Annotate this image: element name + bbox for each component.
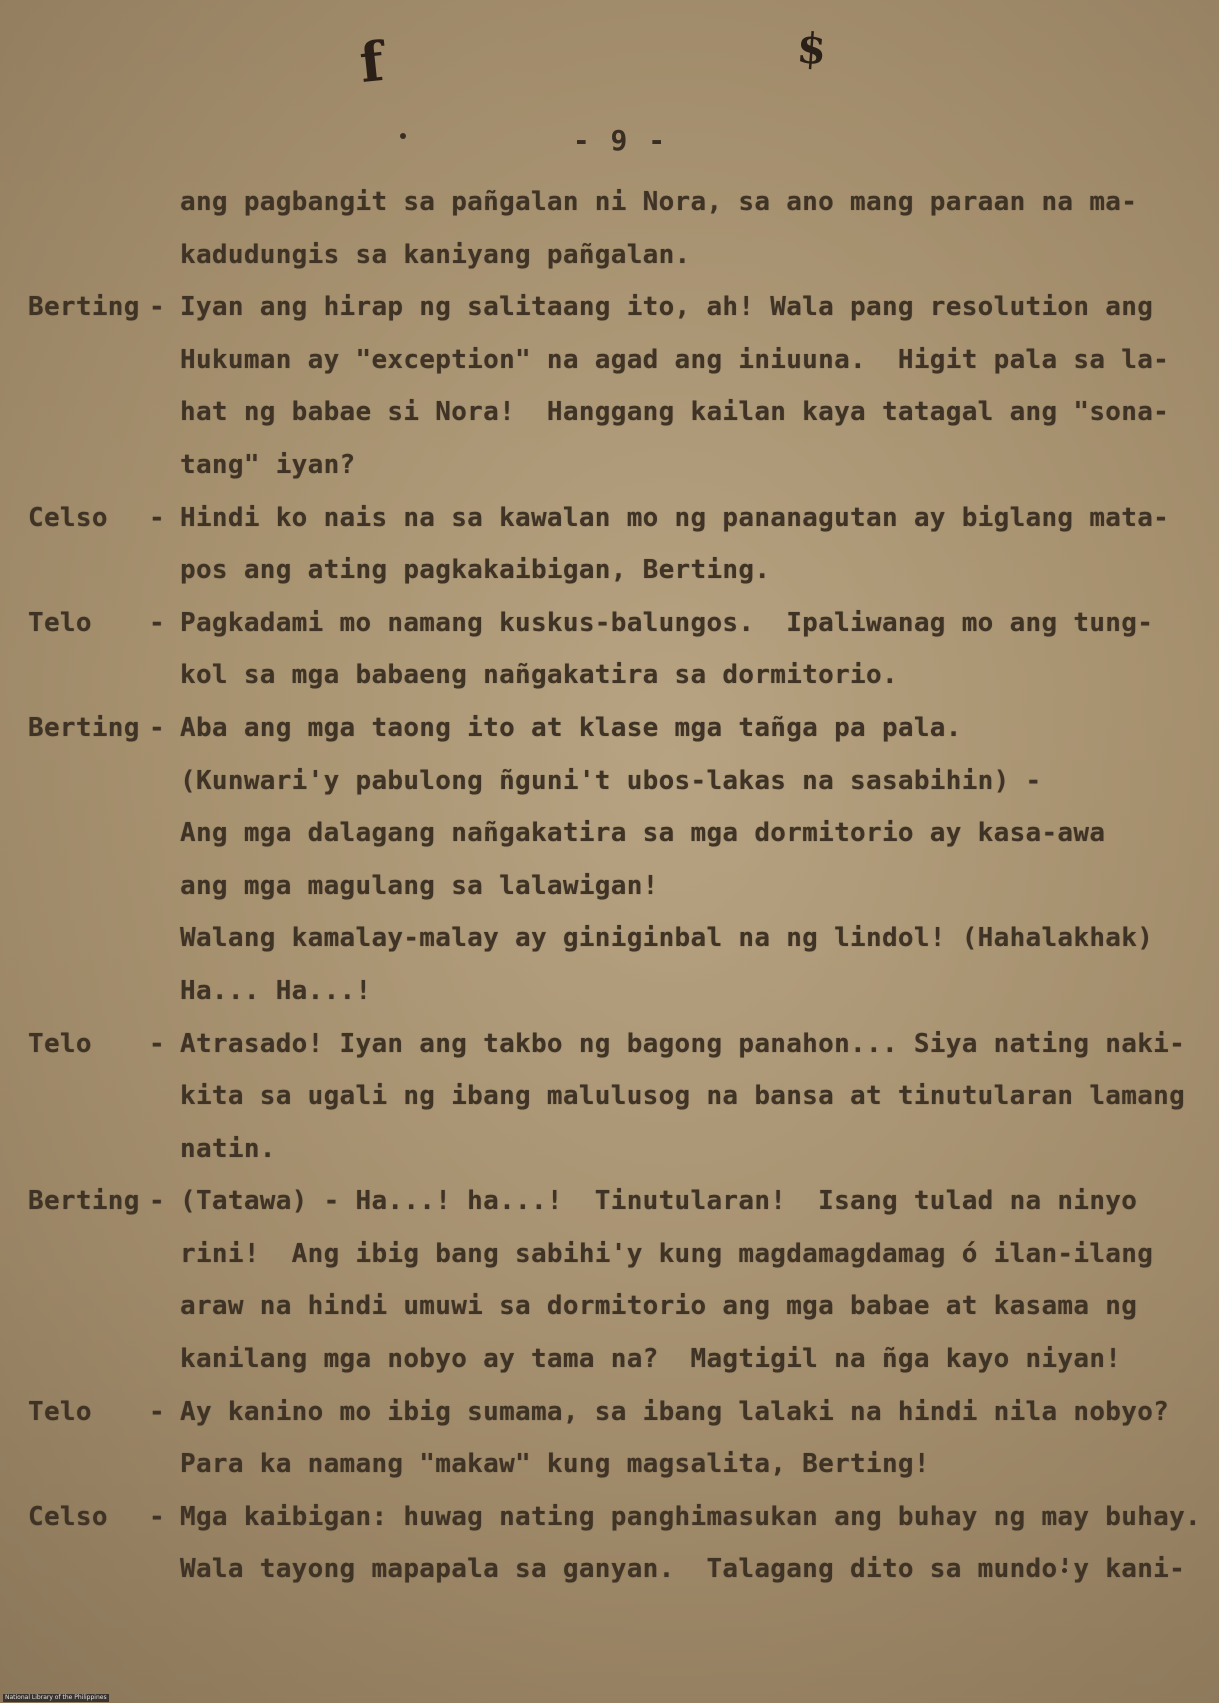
script-body <box>28 176 1208 1596</box>
dialogue-text: (Tatawa) - Ha...! ha...! Tinutularan! Isang tulad na ninyo <box>180 1186 1138 1217</box>
dialogue-continuation <box>28 386 1208 439</box>
speaker-dash: - <box>149 607 165 638</box>
dialogue-continuation <box>28 544 1208 597</box>
speaker-dash: - <box>149 502 165 533</box>
dialogue-continuation <box>28 1438 1208 1491</box>
dialogue-text: Atrasado! Iyan ang takbo ng bagong panahon... Siya nating naki- <box>180 1028 1186 1059</box>
dialogue-text: Ang mga dalagang nañgakatira sa mga dormitorio ay kasa-awa <box>180 818 1106 849</box>
dialogue-text: Aba ang mga taong ito at klase mga tañga pa pala. <box>180 712 962 743</box>
dialogue-continuation <box>28 334 1208 387</box>
dialogue-line <box>28 1018 1208 1071</box>
speaker-name: Celso <box>28 1501 108 1532</box>
dialogue-line <box>28 1491 1208 1544</box>
dialogue-text: ang mga magulang sa lalawigan! <box>180 870 659 901</box>
dialogue-continuation <box>28 1070 1208 1123</box>
dialogue-line <box>28 281 1208 334</box>
dialogue-continuation <box>28 1123 1208 1176</box>
ink-dot <box>400 133 406 139</box>
speaker-name: Telo <box>28 1396 92 1427</box>
dialogue-continuation <box>28 229 1208 282</box>
dialogue-line <box>28 702 1208 755</box>
dialogue-line <box>28 492 1208 545</box>
speaker-name: Berting <box>28 292 140 323</box>
speaker-name: Telo <box>28 607 92 638</box>
speaker-name: Berting <box>28 1186 140 1217</box>
dialogue-continuation <box>28 755 1208 808</box>
dialogue-continuation <box>28 912 1208 965</box>
dialogue-text: kanilang mga nobyo ay tama na? Magtigil na ñga kayo niyan! <box>180 1344 1122 1375</box>
dialogue-line <box>28 1386 1208 1439</box>
dialogue-text: Para ka namang "makaw" kung magsalita, Berting! <box>180 1449 930 1480</box>
dialogue-text: natin. <box>180 1133 276 1164</box>
dialogue-text: Hindi ko nais na sa kawalan mo ng pananagutan ay biglang mata- <box>180 502 1170 533</box>
dialogue-text: pos ang ating pagkakaibigan, Berting. <box>180 555 771 586</box>
speaker-name: Telo <box>28 1028 92 1059</box>
page-number: - 9 - <box>572 124 668 157</box>
handwritten-mark-left: f <box>356 28 387 96</box>
speaker-dash: - <box>149 1396 165 1427</box>
dialogue-text: hat ng babae si Nora! Hanggang kailan kaya tatagal ang "sona- <box>180 397 1170 428</box>
dialogue-continuation <box>28 965 1208 1018</box>
dialogue-text: Ha... Ha...! <box>180 975 372 1006</box>
speaker-dash: - <box>149 712 165 743</box>
dialogue-continuation <box>28 807 1208 860</box>
dialogue-line <box>28 1175 1208 1228</box>
dialogue-text: Iyan ang hirap ng salitaang ito, ah! Wala pang resolution ang <box>180 292 1154 323</box>
dialogue-text: Hukuman ay "exception" na agad ang iniuuna. Higit pala sa la- <box>180 344 1170 375</box>
dialogue-text: kol sa mga babaeng nañgakatira sa dormitorio. <box>180 660 898 691</box>
dialogue-continuation <box>28 1280 1208 1333</box>
dialogue-text: araw na hindi umuwi sa dormitorio ang mga babae at kasama ng <box>180 1291 1138 1322</box>
speaker-dash: - <box>149 292 165 323</box>
speaker-name: Berting <box>28 712 140 743</box>
speaker-dash: - <box>149 1501 165 1532</box>
speaker-dash: - <box>149 1028 165 1059</box>
dialogue-continuation <box>28 176 1208 229</box>
dialogue-text: Walang kamalay-malay ay giniginbal na ng lindol! (Hahalakhak) <box>180 923 1154 954</box>
dialogue-text: tang" iyan? <box>180 449 356 480</box>
dialogue-text: rini! Ang ibig bang sabihi'y kung magdamagdamag ó ilan-ilang <box>180 1238 1154 1269</box>
speaker-dash: - <box>149 1186 165 1217</box>
dialogue-text: Ay kanino mo ibig sumama, sa ibang lalaki na hindi nila nobyo? <box>180 1396 1170 1427</box>
dialogue-continuation <box>28 649 1208 702</box>
dialogue-line <box>28 597 1208 650</box>
dialogue-text: Wala tayong mapapala sa ganyan. Talagang dito sa mundo'y kani- <box>180 1554 1186 1585</box>
dialogue-continuation <box>28 1228 1208 1281</box>
dialogue-text: kadudungis sa kaniyang pañgalan. <box>180 239 691 270</box>
footer-credit: National Library of the Philippines <box>5 1694 107 1701</box>
speaker-name: Celso <box>28 502 108 533</box>
dialogue-text: ang pagbangit sa pañgalan ni Nora, sa ano mang paraan na ma- <box>180 187 1138 217</box>
dialogue-continuation <box>28 439 1208 492</box>
dialogue-text: kita sa ugali ng ibang malulusog na bansa at tinutularan lamang <box>180 1081 1186 1112</box>
dialogue-continuation <box>28 1543 1208 1596</box>
handwritten-mark-right: $ <box>795 23 828 74</box>
dialogue-continuation <box>28 1333 1208 1386</box>
dialogue-text: (Kunwari'y pabulong ñguni't ubos-lakas na sasabihin) - <box>180 765 1042 796</box>
dialogue-text: Pagkadami mo namang kuskus-balungos. Ipaliwanag mo ang tung- <box>180 607 1154 638</box>
dialogue-continuation <box>28 860 1208 913</box>
dialogue-text: Mga kaibigan: huwag nating panghimasukan ang buhay ng may buhay. <box>180 1501 1202 1532</box>
